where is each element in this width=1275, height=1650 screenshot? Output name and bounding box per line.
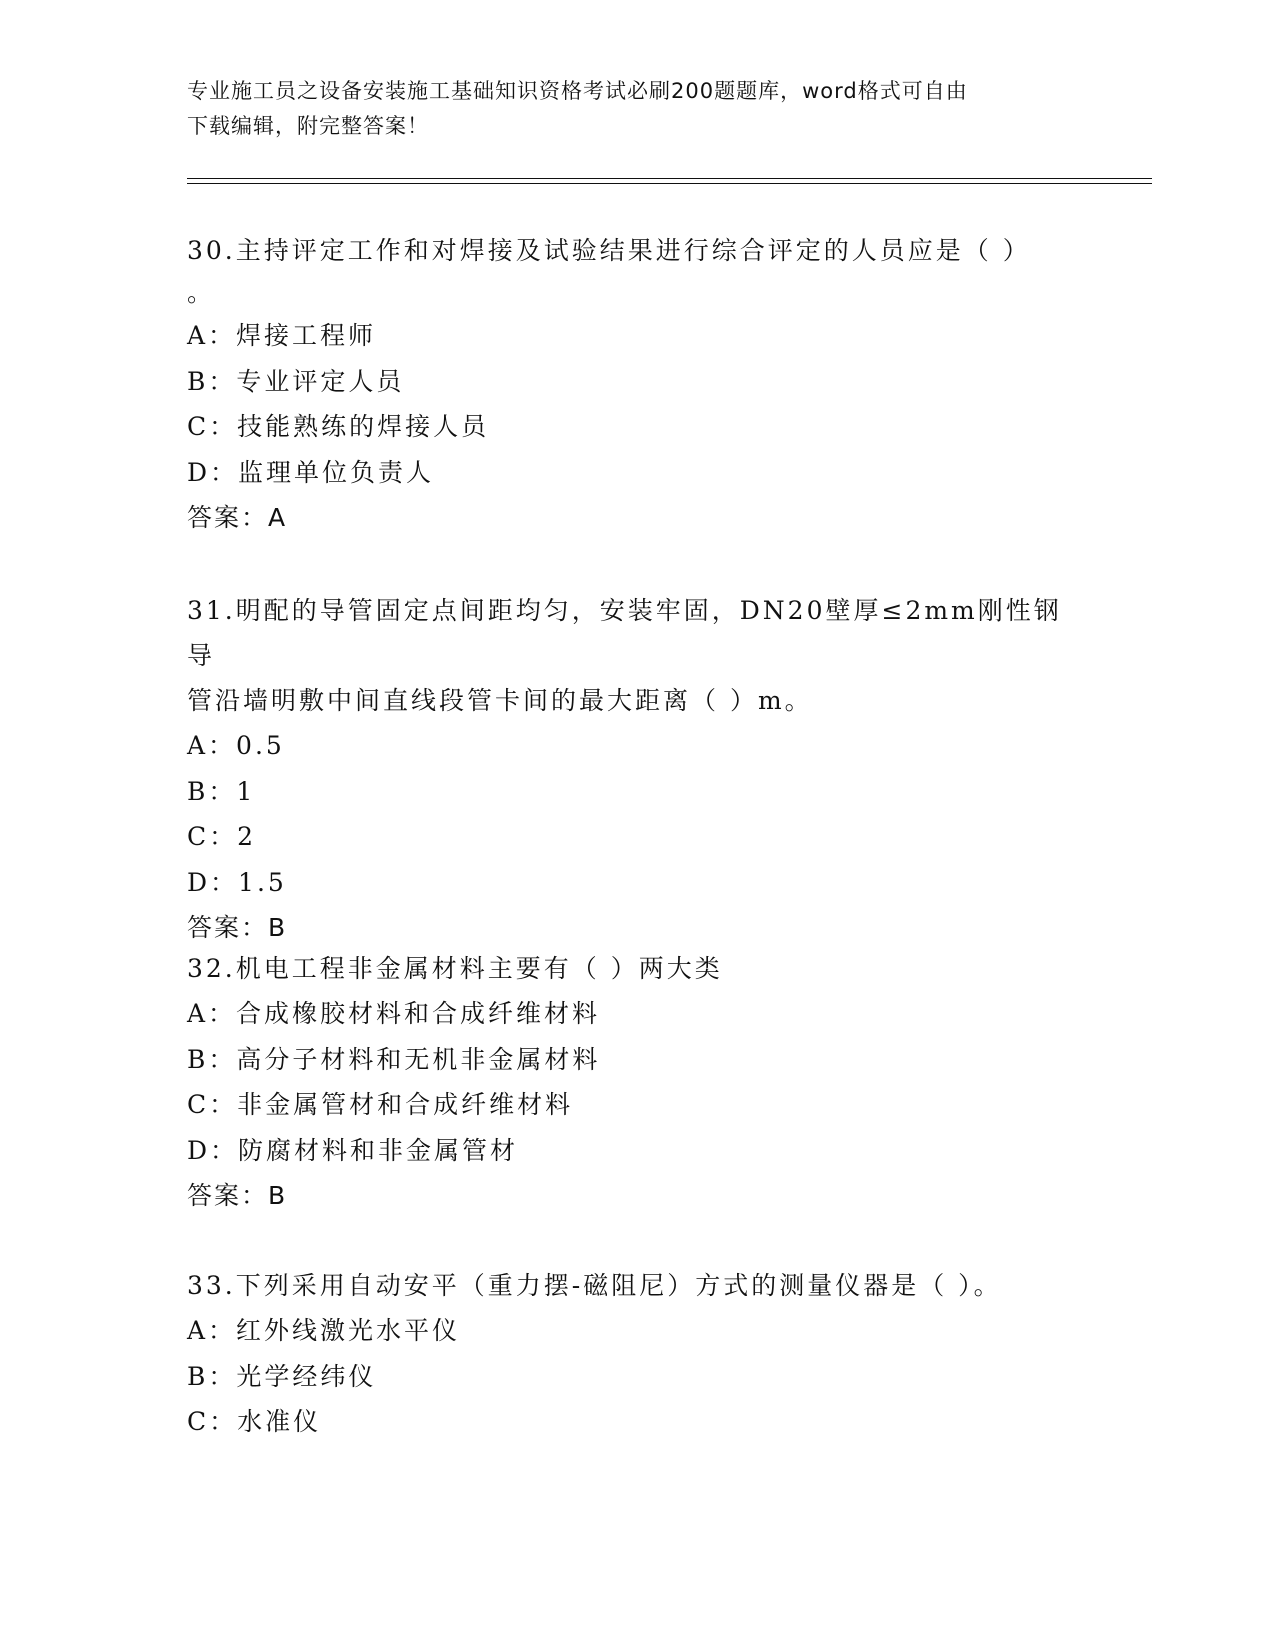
- document-header: [187, 74, 1087, 144]
- question-30: [187, 228, 1087, 541]
- question-stem: [187, 1263, 1087, 1308]
- option-c: C：水准仪: [187, 1407, 322, 1436]
- question-32: [187, 946, 1087, 1219]
- option-d: D：监理单位负责人: [187, 457, 435, 487]
- option-a: A：焊接工程师: [187, 321, 377, 350]
- question-stem-line: 33.下列采用自动安平（重力摆-磁阻尼）方式的测量仪器是（ ）。: [187, 1271, 1002, 1300]
- option-d: D：防腐材料和非金属管材: [187, 1135, 519, 1165]
- option-a: A：合成橡胶材料和合成纤维材料: [187, 999, 601, 1028]
- header-line-1: 专业施工员之设备安装施工基础知识资格考试必刷200题题库，word格式可自由: [187, 79, 968, 103]
- option-b: B：专业评定人员: [187, 366, 405, 396]
- answer: 答案：A: [187, 503, 288, 532]
- answer: 答案：B: [187, 913, 288, 942]
- question-stem-line: 管沿墙明敷中间直线段管卡间的最大距离（ ）m。: [187, 686, 813, 715]
- question-31: [187, 588, 1087, 951]
- option-c: C：非金属管材和合成纤维材料: [187, 1090, 574, 1119]
- option-b: B：光学经纬仪: [187, 1361, 377, 1391]
- option-b: B：高分子材料和无机非金属材料: [187, 1044, 601, 1074]
- header-divider-top: [187, 178, 1152, 179]
- option-c: C：技能熟练的焊接人员: [187, 412, 490, 441]
- option-a: A：红外线激光水平仪: [187, 1316, 461, 1345]
- option-b: B：1: [187, 776, 256, 806]
- option-a: A：0.5: [187, 731, 285, 760]
- question-33: [187, 1263, 1087, 1445]
- question-stem-line: 31.明配的导管固定点间距均匀，安装牢固，DN20壁厚≤2mm刚性钢导: [187, 596, 1062, 670]
- question-stem: [187, 228, 1087, 313]
- question-stem: [187, 946, 1087, 991]
- question-stem: [187, 588, 1087, 723]
- question-stem-line: 32.机电工程非金属材料主要有（ ）两大类: [187, 954, 723, 983]
- question-stem-line: 30.主持评定工作和对焊接及试验结果进行综合评定的人员应是（ ）: [187, 236, 1031, 265]
- option-d: D：1.5: [187, 867, 287, 897]
- question-stem-line: 。: [187, 278, 216, 307]
- option-c: C：2: [187, 822, 257, 851]
- header-divider-bottom: [187, 183, 1152, 184]
- answer: 答案：B: [187, 1181, 288, 1210]
- header-line-2: 下载编辑，附完整答案！: [187, 114, 429, 138]
